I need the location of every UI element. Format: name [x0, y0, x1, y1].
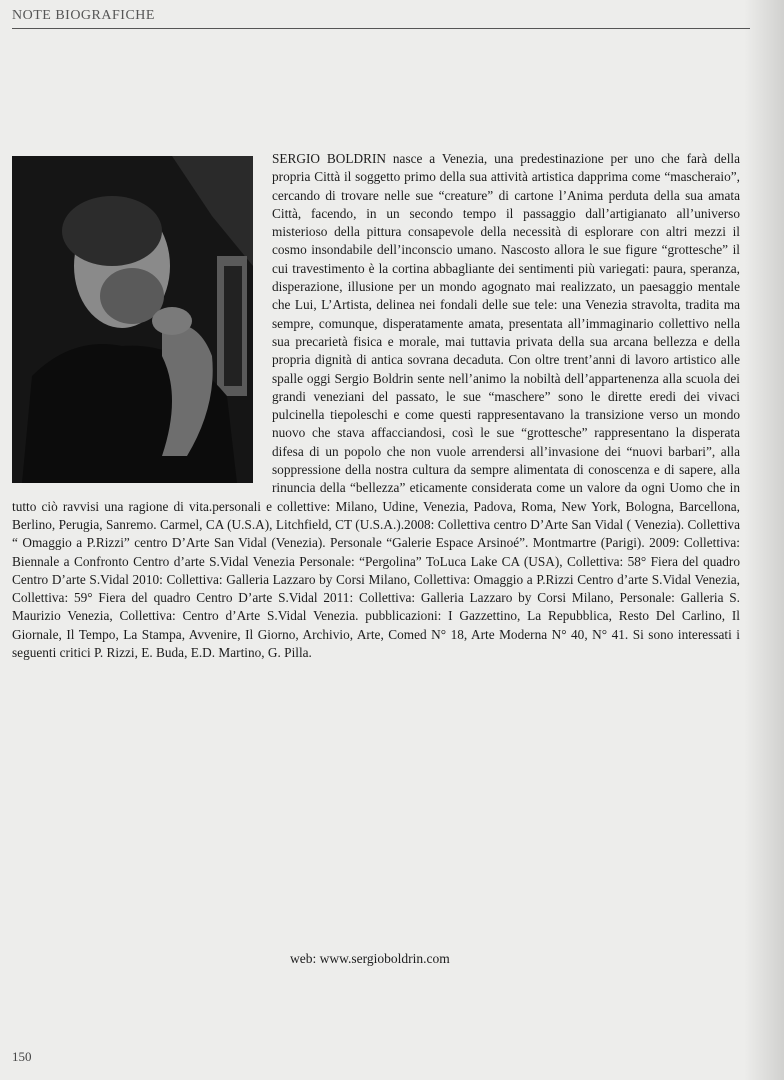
- photo-spacer: [12, 150, 272, 493]
- page-number: 150: [12, 1049, 32, 1064]
- page-edge-shadow: [744, 0, 784, 1080]
- biography-text: [12, 150, 740, 662]
- website-link[interactable]: web: www.sergioboldrin.com: [290, 951, 450, 966]
- section-header: NOTE BIOGRAFICHE: [12, 8, 750, 29]
- biography-paragraph: SERGIO BOLDRIN nasce a Venezia, una predestinazione per uno che farà della propria Città il soggetto primo della sua attività artistica dapprima come “mascheraio”, cercando di trovare nelle sue “creature” di cartone l’Anima perduta della sua amata Città, facendo, in un secondo tempo il passaggio dall’artigianato all’universo misterioso della pittura consapevole della necessità di esplorare con altri mezzi il cosmo insondabile dell’inconscio umano. Nascosto allora le sue figure “grottesche” il cui travestimento è la cortina abbagliante dei sentimenti più variegati: paura, speranza, disperazione, illusione per un mondo agognato mai realizzato, un paesaggio mentale che Lui, L’Artista, delinea nei fondali delle sue tele: una Venezia stravolta, tradita ma sempre, comunque, disperatamente amata, presentata all’immaginario collettivo nella sua precarietà fisica e morale, mai tuttavia privata della sua arcana bellezza e della propria dignità di antica sovrana decaduta. Con oltre trent’anni di lavoro artistico alle spalle oggi Sergio Boldrin sente nell’animo la nobiltà dell’appartenenza alla scuola dei grandi veneziani del passato, le sue “maschere” sono le dirette eredi dei vivaci pulcinella tiepoleschi e come questi rappresentavano la transizione verso un mondo nuovo che stava affacciandosi, così le sue “grottesche” rappresentano la disperata difesa di un popolo che non vuole arrendersi all’invasione dei “nuovi barbari”, alla soppressione della nostra cultura da sempre alimentata di conoscenza e di sapere, alla rinuncia della “bellezza” eticamente considerata come un valore da ogni Uomo che in tutto ciò ravvisi una ragione di vita.personali e collettive: Milano, Udine, Venezia, Padova, Roma, New York, Bologna, Barcellona, Berlino, Perugia, Sanremo. Carmel, CA (U.S.A), Litchfield, CT (U.S.A.).2008: Collettiva centro D’Arte San Vidal ( Venezia). Collettiva “ Omaggio a P.Rizzi” centro D’Arte San Vidal (Venezia). Personale “Galerie Espace Arsinoé”. Montmartre (Parigi). 2009: Collettiva: Biennale a Confronto Centro d’arte S.Vidal Venezia Personale: “Pergolina” ToLuca Lake CA (USA), Collettiva: 58° Fiera del quadro Centro D’arte S.Vidal 2010: Collettiva: Galleria Lazzaro by Corsi Milano, Collettiva: Omaggio a P.Rizzi Centro d’arte S.Vidal Venezia, Collettiva: 59° Fiera del quadro Centro D’arte S.Vidal 2011: Collettiva: Galleria Lazzaro by Corsi Milano, Personale: Galleria S. Maurizio Venezia, Collettiva: Centro d’Arte S.Vidal Venezia. pubblicazioni: I Gazzettino, La Repubblica, Resto Del Carlino, Il Giornale, Il Tempo, La Stampa, Avvenire, Il Giorno, Archivio, Arte, Comed N° 18, Arte Moderna N° 40, N° 41. Si sono interessati i seguenti critici P. Rizzi, E. Buda, E.D. Martino, G. Pilla.: [12, 151, 740, 661]
